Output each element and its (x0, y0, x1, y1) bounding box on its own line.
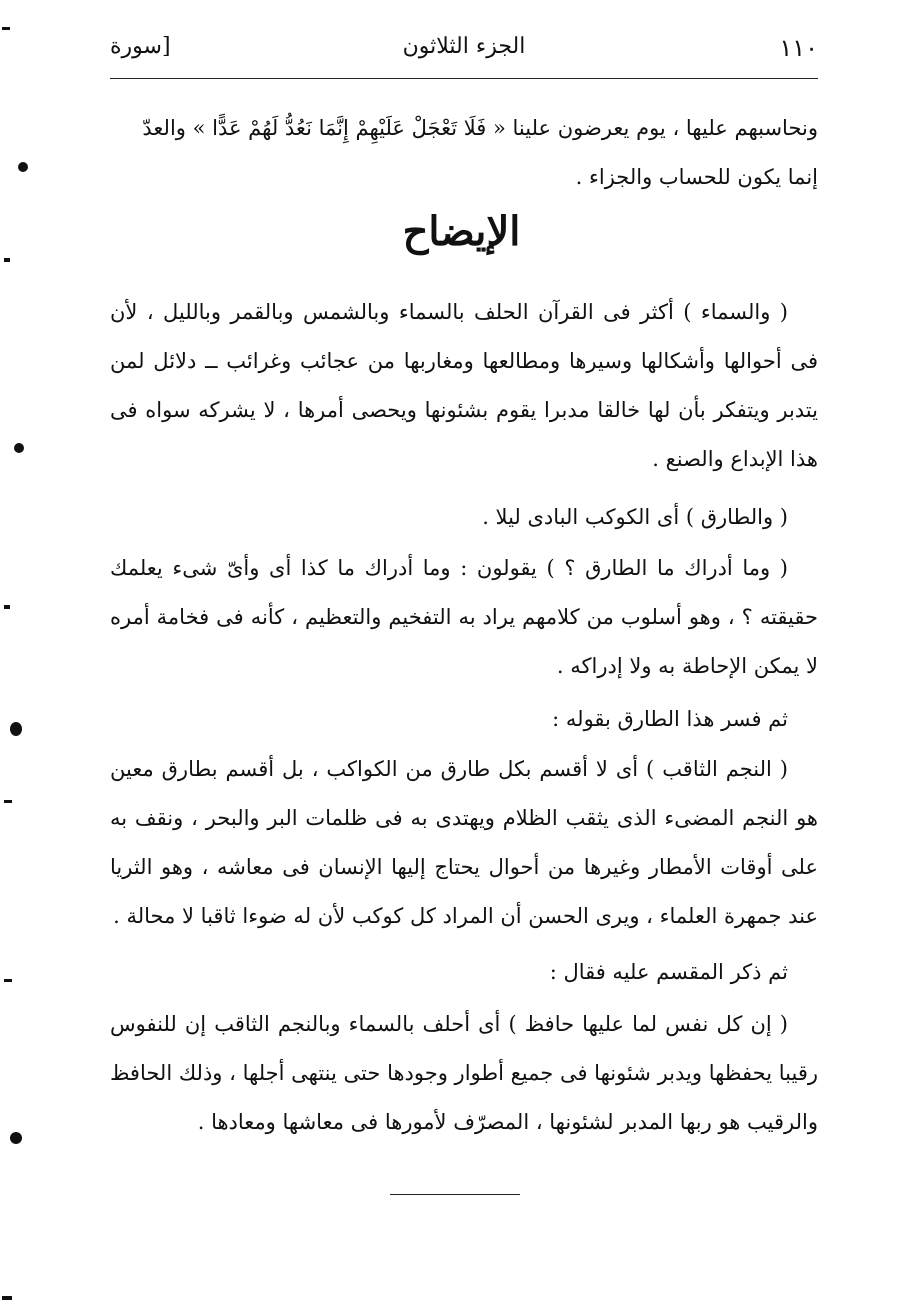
scan-mark (4, 979, 12, 982)
scan-mark (14, 443, 24, 453)
paragraph-hafiz: ( إن كل نفس لما عليها حافظ ) أى أحلف بالسماء وبالنجم الثاقب إن للنفوس رقيبا يحفظها ويدبر شئونها فى جميع أطوار وجودها حتى ينتهى أجلها ، وذلك الحافظ والرقيب هو ربها المدبر لشئونها ، المصرّف لأمورها فى معاشها ومعادها . (110, 1012, 818, 1134)
juz-title: الجزء الثلاثون (402, 34, 526, 59)
page-number: ١١٠ (779, 34, 818, 62)
scan-mark (4, 605, 10, 609)
paragraph-najm: ( النجم الثاقب ) أى لا أقسم بكل طارق من الكواكب ، بل أقسم بطارق معين هو النجم المضىء الذى يثقب الظلام ويهتدى به فى ظلمات البر والبحر ، ونقف به على أوقات الأمطار وغيرها من أحوال يحتاج إليها الإنسان فى معاشه ، وهو الثريا عند جمهرة العلماء ، ويرى الحسن أن المراد كل كوكب لأن له ضوءا ثاقبا لا محالة . (110, 757, 818, 928)
header-rule (110, 78, 818, 79)
scan-mark (4, 800, 12, 803)
scan-mark (10, 722, 22, 736)
intro-line-2: إنما يكون للحساب والجزاء . (575, 165, 818, 189)
scan-mark (2, 27, 10, 30)
paragraph-adraka: ( وما أدراك ما الطارق ؟ ) يقولون : وما أدراك ما كذا أى وأىّ شىء يعلمك حقيقته ؟ ، وهو أسلوب من كلامهم يراد به التفخيم والتعظيم ، كأنه فى فخامة أمره لا يمكن الإحاطة به ولا إدراكه . (110, 556, 818, 678)
paragraph-sky: ( والسماء ) أكثر فى القرآن الحلف بالسماء وبالشمس وبالقمر وبالليل ، لأن فى أحوالها وأشكالها وسيرها ومطالعها ومغاربها من عجائب وغرائب ــ دلائل لمن يتدبر ويتفكر بأن لها خالقا مدبرا يقوم بشئونها ويحصى أمرها ، لا يشركه سواه فى هذا الإبداع والصنع . (110, 300, 818, 471)
scan-mark (2, 1296, 12, 1300)
scan-mark (10, 1132, 22, 1144)
end-rule (390, 1194, 520, 1195)
paragraph-tariq: ( والطارق ) أى الكوكب البادى ليلا . (482, 505, 788, 529)
intro-line-1: ونحاسبهم عليها ، يوم يعرضون علينا « فَلَا تَعْجَلْ عَلَيْهِمْ إِنَّمَا نَعُدُّ لَهُمْ عَدًّا » والعدّ (142, 116, 818, 140)
paragraph-muqsam-intro: ثم ذكر المقسم عليه فقال : (549, 960, 788, 984)
sura-label: [سورة (110, 34, 171, 59)
page-header (110, 30, 818, 72)
paragraph-tafsir-intro: ثم فسر هذا الطارق بقوله : (552, 707, 788, 731)
scan-mark (4, 258, 10, 262)
scan-mark (18, 162, 28, 172)
section-title: الإيضاح (402, 208, 521, 255)
